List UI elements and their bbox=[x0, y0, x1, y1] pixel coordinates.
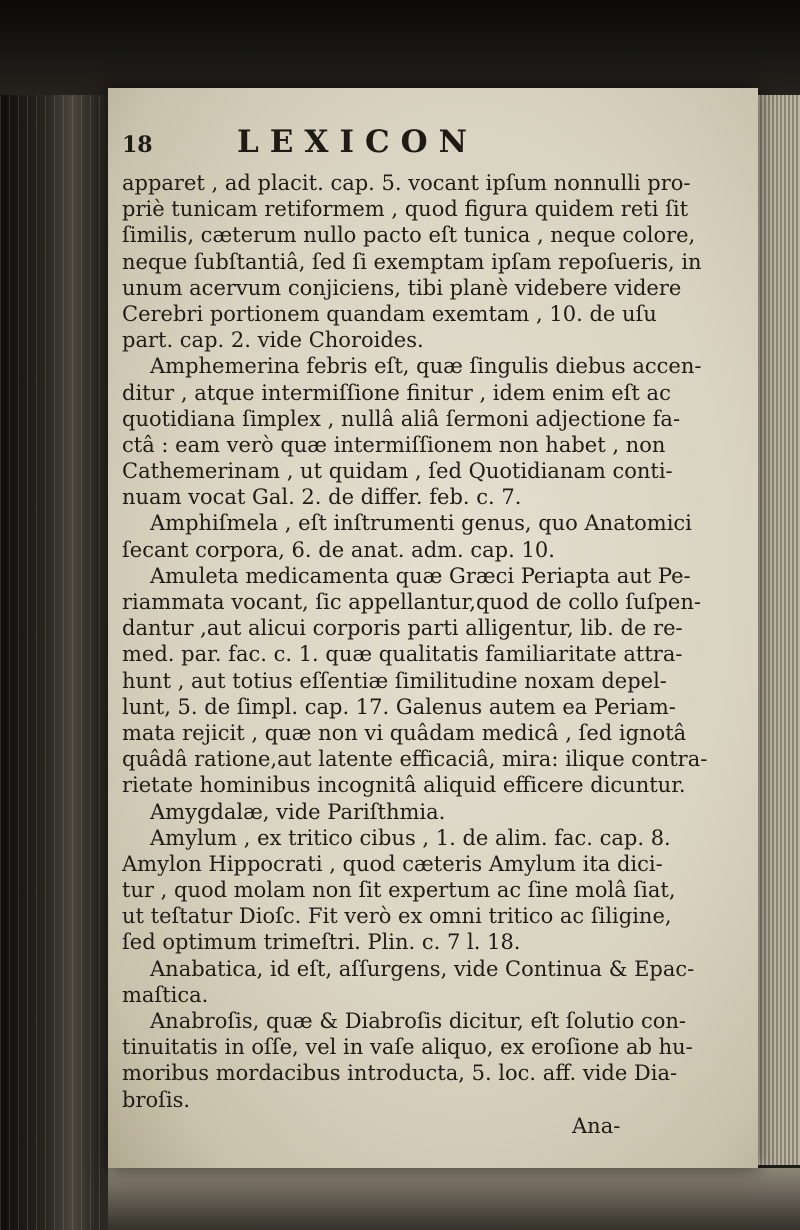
text-line: quâdâ ratione,aut latente efficaciâ, mira: ilique contra- bbox=[122, 747, 708, 772]
text-line: tinuitatis in oſſe, vel in vaſe aliquo, ex eroſione ab hu- bbox=[122, 1035, 693, 1060]
top-shadow bbox=[0, 0, 800, 95]
text-line: Amygdalæ, vide Pariſthmia. bbox=[150, 799, 446, 824]
text-line: mata rejicit , quæ non vi quâdam medicâ , ſed ignotâ bbox=[122, 720, 687, 745]
text-line: ſed optimum trimeſtri. Plin. c. 7 l. 18. bbox=[122, 930, 521, 955]
text-line: Amphiſmela , eſt inſtrumenti genus, quo Anatomici bbox=[150, 511, 692, 536]
page-stack-edge bbox=[758, 95, 800, 1165]
text-line: Amylon Hippocrati , quod cæteris Amylum ita dici- bbox=[122, 851, 663, 876]
text-line: Amylum , ex tritico cibus , 1. de alim. fac. cap. 8. bbox=[150, 825, 671, 850]
text-line: lunt, 5. de ſimpl. cap. 17. Galenus autem ea Periam- bbox=[122, 694, 676, 719]
text-line: quotidiana ſimplex , nullâ aliâ ſermoni adjectione fa- bbox=[122, 406, 681, 431]
text-line: Anabatica, id eſt, aſſurgens, vide Continua & Epac- bbox=[150, 956, 695, 981]
running-head: LEXICON bbox=[237, 124, 478, 160]
book-page bbox=[108, 88, 758, 1168]
body-text bbox=[122, 170, 744, 1139]
binding-edge bbox=[0, 0, 110, 1230]
text-line: rietate hominibus incognitâ aliquid efficere dicuntur. bbox=[122, 773, 686, 798]
text-line: hunt , aut totius eſſentiæ ſimilitudine noxam depel- bbox=[122, 668, 667, 693]
page-header bbox=[122, 124, 742, 164]
text-line: dantur ,aut alicui corporis parti alligentur, lib. de re- bbox=[122, 616, 683, 641]
text-line: neque ſubſtantiâ, ſed ſi exemptam ipſam repoſueris, in bbox=[122, 249, 702, 274]
text-line: ſimilis, cæterum nullo pacto eſt tunica , neque colore, bbox=[122, 223, 696, 248]
text-line: part. cap. 2. vide Choroides. bbox=[122, 328, 424, 353]
text-line: riammata vocant, ſic appellantur,quod de collo ſuſpen- bbox=[122, 590, 701, 614]
text-line: ut teſtatur Dioſc. Fit verò ex omni tritico ac ſiligine, bbox=[122, 904, 672, 929]
text-line: nuam vocat Gal. 2. de differ. feb. c. 7. bbox=[122, 485, 522, 510]
text-line: Anabroſis, quæ & Diabroſis dicitur, eſt ſolutio con- bbox=[150, 1009, 686, 1033]
page-bottom-shadow bbox=[108, 1168, 800, 1230]
text-line: ctâ : eam verò quæ intermiſſionem non habet , non bbox=[122, 432, 666, 457]
text-line: broſis. bbox=[122, 1087, 191, 1112]
text-line: Amuleta medicamenta quæ Græci Periapta aut Pe- bbox=[150, 563, 691, 588]
text-line: med. par. fac. c. 1. quæ qualitatis familiaritate attra- bbox=[122, 642, 683, 667]
text-line: apparet , ad placit. cap. 5. vocant ipſum nonnulli pro- bbox=[122, 171, 691, 195]
text-line: priè tunicam retiformem , quod figura quidem reti ſit bbox=[122, 197, 689, 222]
text-line: unum acervum conjiciens, tibi planè videbere videre bbox=[122, 275, 682, 300]
text-line: maſtica. bbox=[122, 982, 209, 1007]
page-number: 18 bbox=[122, 132, 153, 158]
text-line: Amphemerina febris eſt, quæ ſingulis diebus accen- bbox=[150, 354, 702, 379]
text-line: Cathemerinam , ut quidam , ſed Quotidianam conti- bbox=[122, 459, 673, 484]
text-line: moribus mordacibus introducta, 5. loc. aff. vide Dia- bbox=[122, 1061, 678, 1086]
text-line: Cerebri portionem quandam exemtam , 10. de uſu bbox=[122, 301, 657, 326]
text-line: ditur , atque intermiſſione finitur , idem enim eſt ac bbox=[122, 380, 671, 405]
text-line: tur , quod molam non ſit expertum ac ſine molâ ſiat, bbox=[122, 878, 676, 903]
catchword: Ana- bbox=[572, 1113, 621, 1138]
text-line: ſecant corpora, 6. de anat. adm. cap. 10. bbox=[122, 537, 555, 562]
